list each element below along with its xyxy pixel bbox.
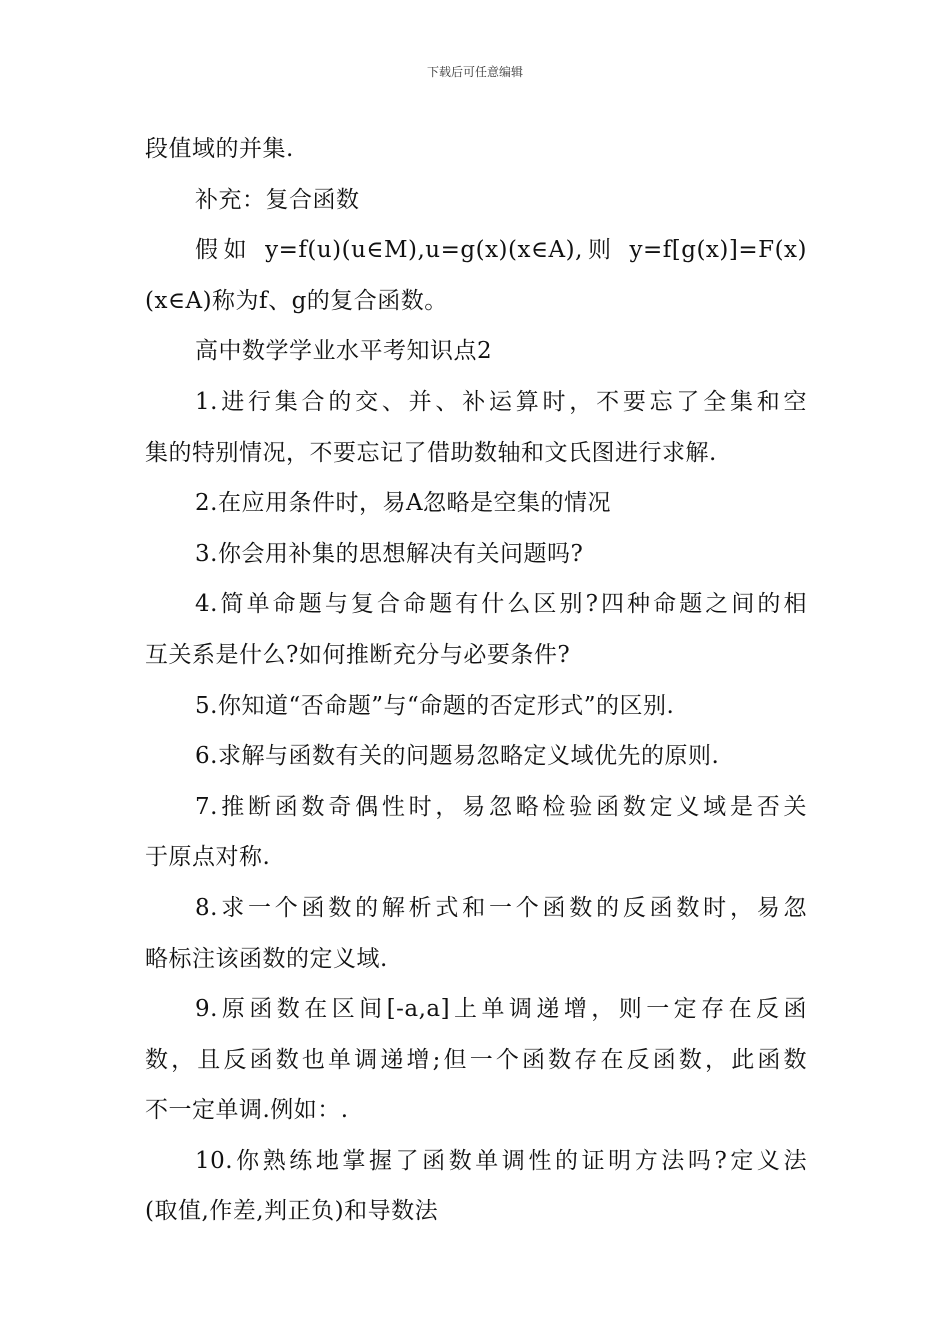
document-body — [145, 124, 807, 1237]
text-line: 5.你知道“否命题”与“命题的否定形式”的区别. — [195, 692, 675, 719]
paragraph — [145, 731, 807, 782]
paragraph — [145, 124, 807, 175]
text-line: 略标注该函数的定义域. — [145, 945, 388, 972]
paragraph — [145, 377, 807, 478]
paragraph — [145, 225, 807, 326]
text-line: 7.推断函数奇偶性时，易忽略检验函数定义域是否关 — [195, 793, 807, 820]
section-heading: 高中数学学业水平考知识点2 — [195, 338, 493, 365]
paragraph — [145, 579, 807, 680]
text-line: 互关系是什么?如何推断充分与必要条件? — [145, 641, 571, 668]
text-line: 2.在应用条件时，易A忽略是空集的情况 — [195, 490, 612, 517]
text-line: 集的特别情况，不要忘记了借助数轴和文氏图进行求解. — [145, 439, 717, 466]
paragraph — [145, 782, 807, 883]
text-line: 数，且反函数也单调递增;但一个函数存在反函数，此函数 — [145, 1046, 807, 1073]
text-line: 段值域的并集. — [145, 136, 294, 162]
text-line: 1.进行集合的交、并、补运算时，不要忘了全集和空 — [195, 388, 807, 415]
text-line: (x∈A)称为f、g的复合函数。 — [145, 287, 448, 314]
text-line: 8.求一个函数的解析式和一个函数的反函数时，易忽 — [195, 894, 807, 921]
text-line: (取值,作差,判正负)和导数法 — [145, 1198, 439, 1225]
text-line: 9.原函数在区间[-a,a]上单调递增，则一定存在反函 — [195, 996, 807, 1023]
paragraph — [145, 681, 807, 732]
text-line: 补充：复合函数 — [195, 186, 360, 213]
text-line: 4.简单命题与复合命题有什么区别?四种命题之间的相 — [195, 591, 807, 618]
text-line: 6.求解与函数有关的问题易忽略定义域优先的原则. — [195, 743, 720, 770]
text-line: 10.你熟练地掌握了函数单调性的证明方法吗?定义法 — [195, 1147, 807, 1174]
paragraph — [145, 529, 807, 580]
paragraph — [145, 326, 807, 377]
text-line: 3.你会用补集的思想解决有关问题吗? — [195, 540, 584, 567]
paragraph — [145, 175, 807, 226]
page-header: 下载后可任意编辑 — [426, 65, 523, 79]
paragraph — [145, 984, 807, 1136]
paragraph — [145, 1136, 807, 1237]
text-line: 于原点对称. — [145, 844, 271, 871]
paragraph — [145, 478, 807, 529]
text-line: 不一定单调.例如：. — [145, 1097, 349, 1124]
text-line: 假如 y=f(u)(u∈M),u=g(x)(x∈A),则 y=f[g(x)]=F(x) — [195, 237, 807, 264]
paragraph — [145, 883, 807, 984]
